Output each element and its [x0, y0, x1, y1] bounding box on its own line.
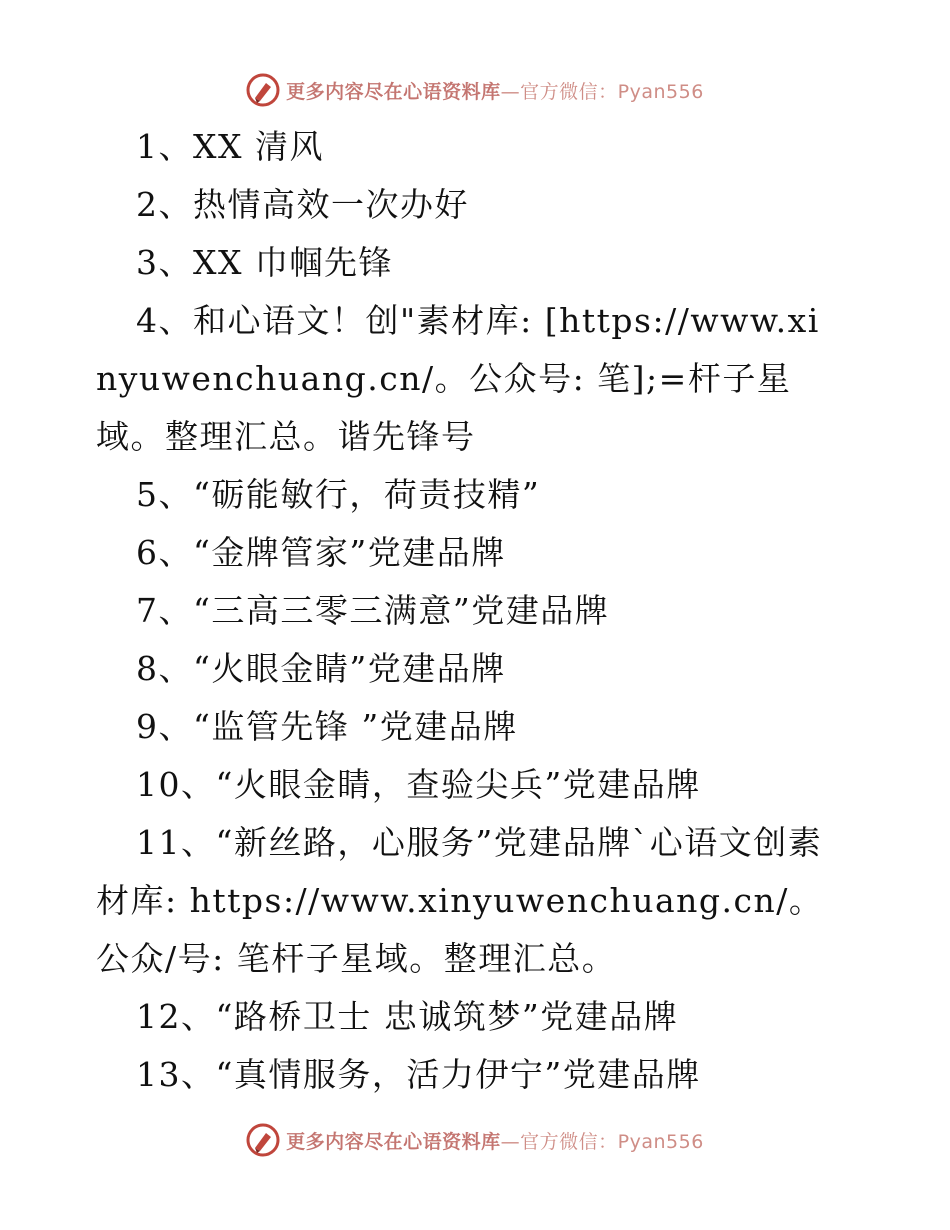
document-body: [96, 118, 841, 1104]
list-item: 10、“火眼金睛，查验尖兵”党建品牌: [136, 765, 701, 804]
watermark-text: 更多内容尽在心语资料库—官方微信：Pyan556: [286, 1130, 704, 1153]
watermark-footer: [0, 1120, 950, 1160]
list-item: 8、“火眼金睛”党建品牌: [136, 649, 506, 688]
list-item: 3、XX 巾帼先锋: [136, 243, 393, 282]
pen-logo-icon: [246, 73, 280, 107]
watermark-text: 更多内容尽在心语资料库—官方微信：Pyan556: [286, 80, 704, 103]
list-item: 11、“新丝路，心服务”党建品牌`心语文创素材库: https://www.xinyuwenchuang.cn/。公众/号: 笔杆子星域。整理汇总。: [96, 823, 824, 978]
list-item: 7、“三高三零三满意”党建品牌: [136, 591, 610, 630]
list-item: 12、“路桥卫士 忠诚筑梦”党建品牌: [136, 997, 679, 1036]
list-item: 13、“真情服务，活力伊宁”党建品牌: [136, 1055, 701, 1094]
list-item: 2、热情高效一次办好: [136, 185, 469, 224]
list-item: 5、“砺能敏行，荷责技精”: [136, 475, 541, 514]
watermark-header: [0, 70, 950, 110]
list-item: 1、XX 清风: [136, 127, 324, 166]
list-item: 6、“金牌管家”党建品牌: [136, 533, 506, 572]
list-item: 4、和心语文！创"素材库: [https://www.xinyuwenchuang.cn/。公众号: 笔];=杆子星域。整理汇总。谐先锋号: [96, 301, 820, 456]
pen-logo-icon: [246, 1123, 280, 1157]
list-item: 9、“监管先锋 ”党建品牌: [136, 707, 518, 746]
